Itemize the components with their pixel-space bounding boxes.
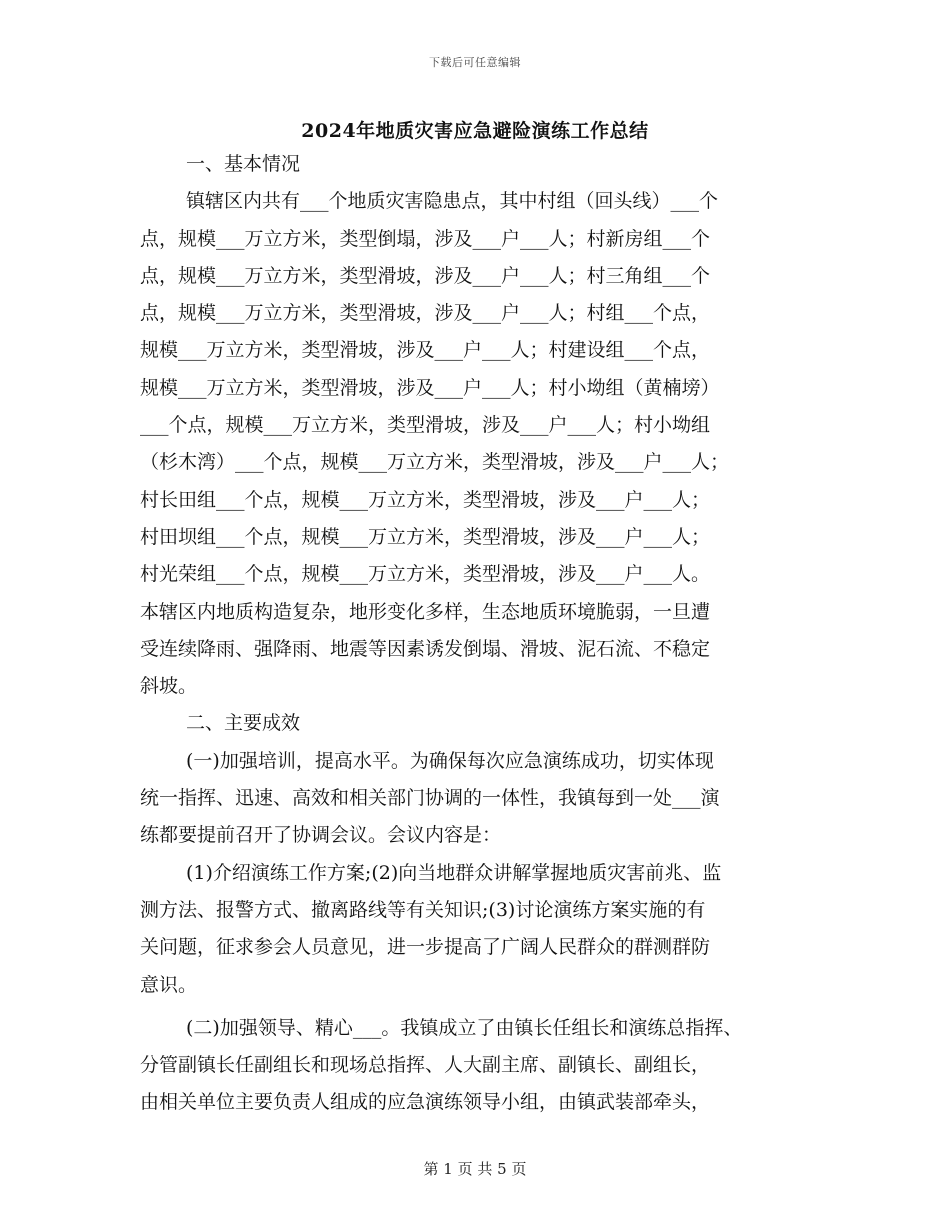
paragraph-line: 斜坡。	[140, 675, 198, 698]
paragraph-line: 关问题，征求参会人员意见，进一步提高了广阔人民群众的群测群防	[140, 936, 711, 959]
paragraph-line: 镇辖区内共有___个地质灾害隐患点，其中村组（回头线）___个	[186, 190, 719, 213]
paragraph-line: 由相关单位主要负责人组成的应急演练领导小组，由镇武装部牵头，	[140, 1091, 711, 1114]
paragraph-line: 规模___万立方米，类型滑坡，涉及___户___人；村小坳组（黄楠塝）	[140, 376, 720, 399]
paragraph-line: （杉木湾）___个点，规模___万立方米，类型滑坡，涉及___户___人；	[140, 451, 730, 474]
section-heading-basic: 一、基本情况	[186, 153, 301, 175]
document-title: 2024年地质灾害应急避险演练工作总结	[301, 120, 649, 142]
paragraph-line: 受连续降雨、强降雨、地震等因素诱发倒塌、滑坡、泥石流、不稳定	[140, 637, 711, 660]
paragraph-line: 练都要提前召开了协调会议。会议内容是：	[140, 824, 502, 847]
paragraph-line: (1)介绍演练工作方案;(2)向当地群众讲解掌握地质灾害前兆、监	[186, 861, 722, 884]
paragraph-line: 村光荣组___个点，规模___万立方米，类型滑坡，涉及___户___人。	[140, 563, 711, 586]
paragraph-line: 分管副镇长任副组长和现场总指挥、人大副主席、副镇长、副组长，	[140, 1054, 711, 1077]
paragraph-line: 点，规模___万立方米，类型滑坡，涉及___户___人；村组___个点，	[140, 302, 711, 325]
paragraph-line: 点，规模___万立方米，类型倒塌，涉及___户___人；村新房组___个	[140, 227, 711, 250]
paragraph-line: ___个点，规模___万立方米，类型滑坡，涉及___户___人；村小坳组	[140, 414, 711, 437]
paragraph-line: 村长田组___个点，规模___万立方米，类型滑坡，涉及___户___人；	[140, 488, 711, 511]
paragraph-line: 意识。	[140, 973, 198, 996]
paragraph-line: 本辖区内地质构造复杂，地形变化多样，生态地质环境脆弱，一旦遭	[140, 600, 711, 623]
paragraph-line: 规模___万立方米，类型滑坡，涉及___户___人；村建设组___个点，	[140, 339, 711, 362]
page-header: 下载后可任意编辑	[429, 56, 521, 69]
page-number-footer: 第 1 页 共 5 页	[423, 1160, 527, 1178]
paragraph-line: 测方法、报警方式、撤离路线等有关知识;(3)讨论演练方案实施的有	[140, 898, 706, 921]
paragraph-line: 统一指挥、迅速、高效和相关部门协调的一体性，我镇每到一处___演	[140, 787, 720, 810]
document-body	[140, 146, 815, 1122]
paragraph-line: (二)加强领导、精心___。我镇成立了由镇长任组长和演练总指挥、	[186, 1016, 743, 1039]
paragraph-line: 点，规模___万立方米，类型滑坡，涉及___户___人；村三角组___个	[140, 264, 711, 287]
section-heading-results: 二、主要成效	[186, 712, 301, 735]
paragraph-line: 村田坝组___个点，规模___万立方米，类型滑坡，涉及___户___人；	[140, 525, 711, 548]
paragraph-line: (一)加强培训，提高水平。为确保每次应急演练成功，切实体现	[186, 749, 714, 772]
